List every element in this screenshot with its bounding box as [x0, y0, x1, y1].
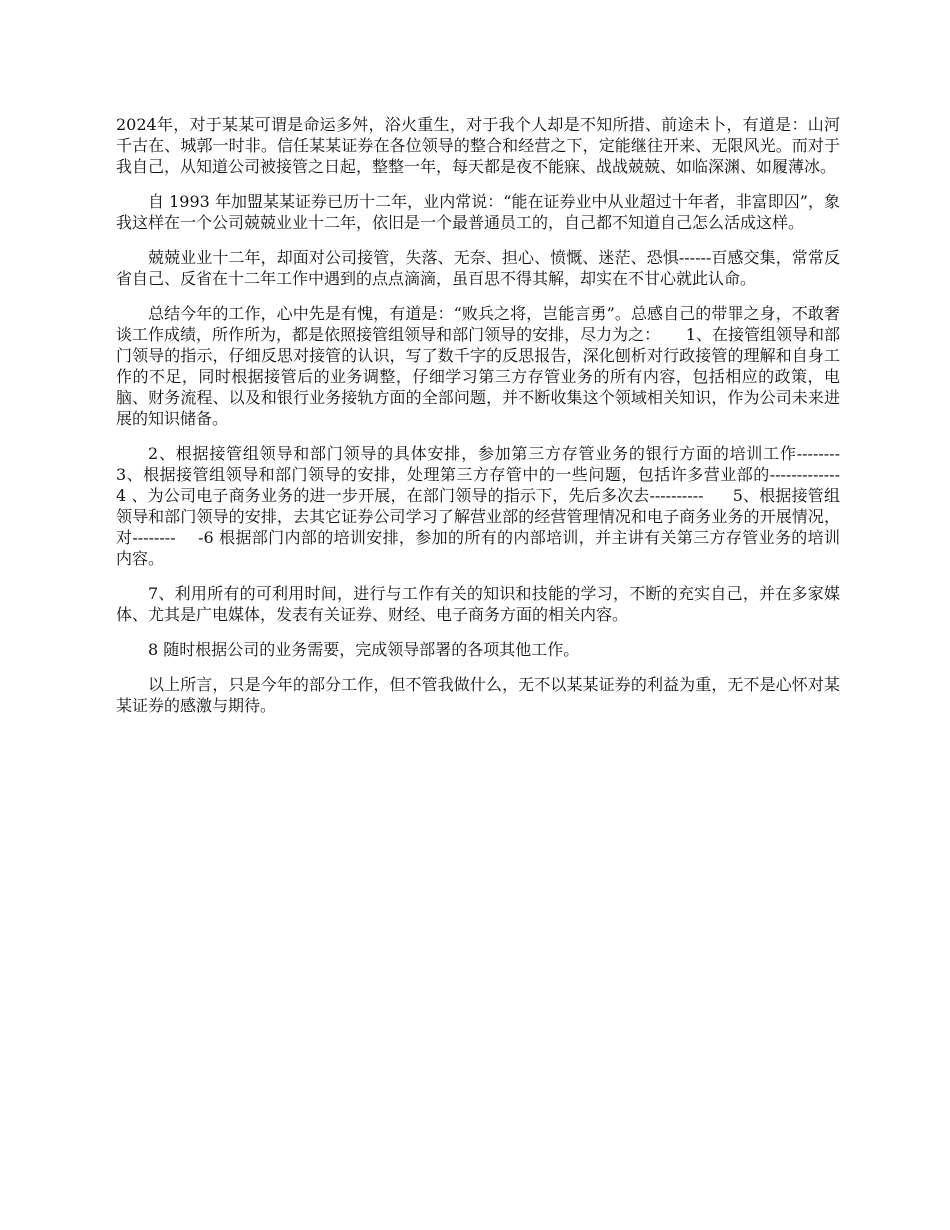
- document-body: [116, 114, 879, 730]
- paragraph-8: 以上所言，只是今年的部分工作，但不管我做什么，无不以某某证券的利益为重，无不是心怀对某某证券的感激与期待。: [116, 675, 840, 715]
- paragraph-7: 8 随时根据公司的业务需要，完成领导部署的各项其他工作。: [148, 640, 580, 659]
- paragraph-2: 自 1993 年加盟某某证券已历十二年，业内常说：“能在证券业中从业超过十年者，非富即囚”，象我这样在一个公司兢兢业业十二年，依旧是一个最普通员工的，自己都不知道自己怎么活成这样。: [116, 192, 840, 232]
- paragraph-1: 2024年，对于某某可谓是命运多舛，浴火重生，对于我个人却是不知所措、前途未卜，有道是：山河千古在、城郭一时非。信任某某证券在各位领导的整合和经营之下，定能继往开来、无限风光。而对于我自己，从知道公司被接管之日起，整整一年，每天都是夜不能寐、战战兢兢、如临深渊、如履薄冰。: [116, 115, 840, 176]
- paragraph-4: 总结今年的工作，心中先是有愧，有道是：“败兵之将，岂能言勇”。总感自己的带罪之身，不敢奢谈工作成绩，所作所为，都是依照接管组领导和部门领导的安排，尽力为之： 1、在接管组领导和部门领导的指示，仔细反思对接管的认识，写了数千字的反思报告，深化刨析对行政接管的理解和自身工作的不足，同时根据接管后的业务调整，仔细学习第三方存管业务的所有内容，包括相应的政策，电脑、财务流程、以及和银行业务接轨方面的全部问题，并不断收集这个领域相关知识，作为公司未来进展的知识储备。: [116, 304, 840, 428]
- paragraph-6: 7、利用所有的可利用时间，进行与工作有关的知识和技能的学习，不断的充实自己，并在多家媒体、尤其是广电媒体，发表有关证券、财经、电子商务方面的相关内容。: [116, 584, 840, 624]
- paragraph-3: 兢兢业业十二年，却面对公司接管，失落、无奈、担心、愤慨、迷茫、恐惧------百感交集，常常反省自己、反省在十二年工作中遇到的点点滴滴，虽百思不得其解，却实在不甘心就此认命。: [116, 248, 840, 288]
- paragraph-5: 2、根据接管组领导和部门领导的具体安排，参加第三方存管业务的银行方面的培训工作-------- 3、根据接管组领导和部门领导的安排，处理第三方存管中的一些问题，包括许多营业部的------------- 4 、为公司电子商务业务的进一步开展，在部门领导的指示下，先后多次去---------- 5、根据接管组领导和部门领导的安排，去其它证券公司学习了解营业部的经营管理情况和电子商务业务的开展情况，对-------- -6 根据部门内部的培训安排，参加的所有的内部培训，并主讲有关第三方存管业务的培训内容。: [116, 444, 879, 568]
